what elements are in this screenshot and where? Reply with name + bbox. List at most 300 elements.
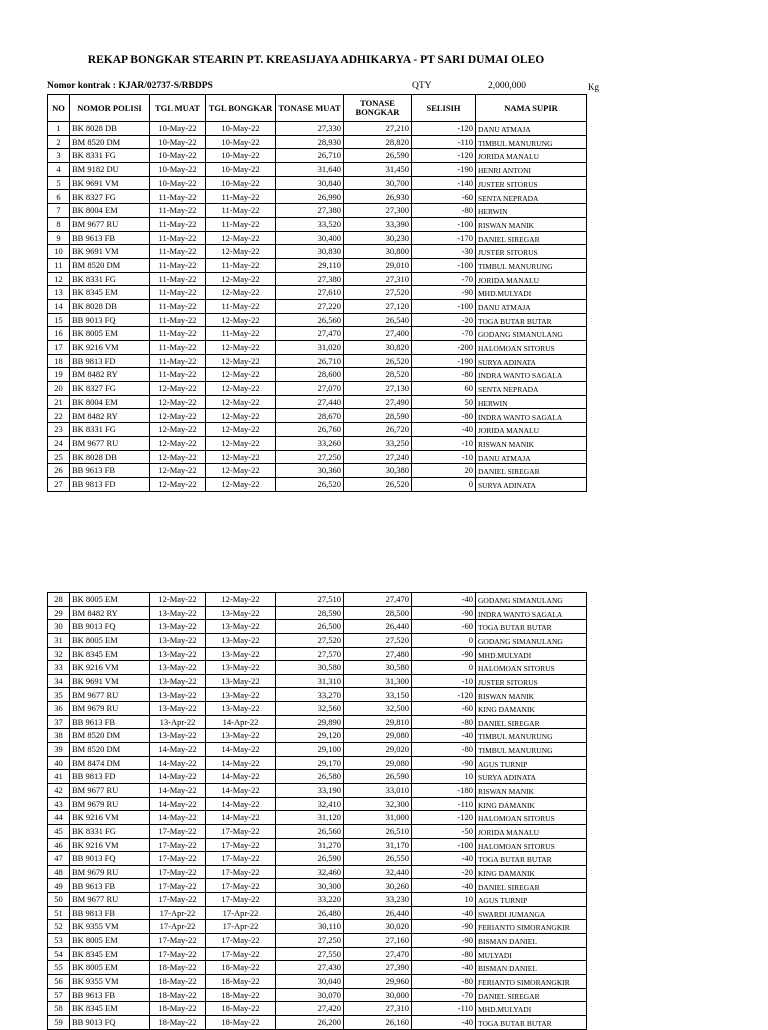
cell-plat: BM 8520 DM (70, 743, 150, 757)
cell-tonase-bongkar: 32,300 (344, 797, 412, 811)
table-row (48, 436, 587, 450)
cell-nama-supir: KING DAMANIK (476, 865, 587, 879)
cell-selisih: -80 (412, 743, 476, 757)
qty-value: 2,000,000 (488, 81, 526, 91)
cell-selisih: 0 (412, 477, 476, 491)
cell-no: 54 (48, 947, 70, 961)
cell-selisih: -80 (412, 409, 476, 423)
cell-tonase-muat: 27,570 (276, 647, 344, 661)
cell-tonase-bongkar: 27,300 (344, 204, 412, 218)
cell-selisih: 0 (412, 633, 476, 647)
cell-no: 29 (48, 606, 70, 620)
cell-tonase-muat: 27,550 (276, 947, 344, 961)
table-row (48, 231, 587, 245)
cell-plat: BM 8474 DM (70, 756, 150, 770)
table-row (48, 1015, 587, 1029)
cell-plat: BK 8005 EM (70, 961, 150, 975)
table-row (48, 409, 587, 423)
cell-selisih: -40 (412, 1015, 476, 1029)
cell-selisih: -120 (412, 811, 476, 825)
cell-plat: BB 9813 FD (70, 770, 150, 784)
cell-no: 42 (48, 783, 70, 797)
cell-tgl-muat: 10-May-22 (150, 163, 206, 177)
cell-nama-supir: BISMAN DANIEL (476, 961, 587, 975)
cell-nama-supir: TIMBUL MANURUNG (476, 743, 587, 757)
header-tonase-bongkar: TONASE BONGKAR (344, 95, 412, 122)
cell-tonase-bongkar: 26,510 (344, 824, 412, 838)
cell-tgl-muat: 18-May-22 (150, 1002, 206, 1016)
cell-tgl-muat: 13-May-22 (150, 688, 206, 702)
cell-nama-supir: GODANG SIMANULANG (476, 327, 587, 341)
table-row (48, 477, 587, 491)
cell-plat: BM 8482 RY (70, 368, 150, 382)
cell-tonase-bongkar: 27,470 (344, 947, 412, 961)
cell-no: 8 (48, 217, 70, 231)
cell-tgl-bongkar: 12-May-22 (206, 286, 276, 300)
cell-plat: BB 9613 FB (70, 879, 150, 893)
cell-no: 6 (48, 190, 70, 204)
recap-table-part2 (47, 592, 587, 1030)
cell-tonase-bongkar: 27,520 (344, 633, 412, 647)
cell-tonase-muat: 27,420 (276, 1002, 344, 1016)
cell-selisih: -10 (412, 450, 476, 464)
cell-tgl-muat: 11-May-22 (150, 313, 206, 327)
cell-tgl-muat: 17-Apr-22 (150, 920, 206, 934)
cell-tgl-bongkar: 17-May-22 (206, 893, 276, 907)
cell-no: 27 (48, 477, 70, 491)
cell-selisih: -120 (412, 149, 476, 163)
cell-nama-supir: MHD.MULYADI (476, 286, 587, 300)
cell-tonase-muat: 30,300 (276, 879, 344, 893)
cell-tgl-muat: 14-May-22 (150, 743, 206, 757)
cell-tonase-muat: 33,270 (276, 688, 344, 702)
cell-tgl-muat: 11-May-22 (150, 204, 206, 218)
cell-plat: BM 8520 DM (70, 258, 150, 272)
cell-nama-supir: HALOMOAN SITORUS (476, 811, 587, 825)
recap-table-part1 (47, 94, 587, 492)
header-tgl-muat: TGL MUAT (150, 95, 206, 122)
cell-plat: BK 8345 EM (70, 947, 150, 961)
cell-tgl-bongkar: 12-May-22 (206, 272, 276, 286)
cell-tgl-bongkar: 12-May-22 (206, 354, 276, 368)
cell-no: 28 (48, 593, 70, 607)
cell-tgl-muat: 17-May-22 (150, 865, 206, 879)
cell-tonase-muat: 27,430 (276, 961, 344, 975)
cell-tgl-bongkar: 17-May-22 (206, 824, 276, 838)
cell-nama-supir: MULYADI (476, 947, 587, 961)
cell-no: 21 (48, 395, 70, 409)
cell-selisih: -80 (412, 715, 476, 729)
cell-tonase-bongkar: 29,080 (344, 756, 412, 770)
table-row (48, 593, 587, 607)
cell-tgl-bongkar: 11-May-22 (206, 204, 276, 218)
cell-tonase-bongkar: 27,120 (344, 299, 412, 313)
cell-plat: BB 9013 FQ (70, 1015, 150, 1029)
cell-tgl-bongkar: 14-May-22 (206, 783, 276, 797)
cell-selisih: 60 (412, 382, 476, 396)
cell-plat: BK 9216 VM (70, 811, 150, 825)
cell-tonase-muat: 26,500 (276, 620, 344, 634)
cell-plat: BK 9691 VM (70, 245, 150, 259)
cell-tgl-muat: 11-May-22 (150, 368, 206, 382)
cell-tonase-muat: 26,520 (276, 477, 344, 491)
cell-tgl-muat: 13-May-22 (150, 633, 206, 647)
cell-plat: BM 9182 DU (70, 163, 150, 177)
cell-tgl-muat: 13-May-22 (150, 606, 206, 620)
cell-tgl-bongkar: 12-May-22 (206, 593, 276, 607)
cell-no: 46 (48, 838, 70, 852)
cell-tgl-muat: 18-May-22 (150, 988, 206, 1002)
table-row (48, 797, 587, 811)
cell-tgl-bongkar: 14-May-22 (206, 770, 276, 784)
cell-plat: BM 9677 RU (70, 217, 150, 231)
cell-nama-supir: AGUS TURNIP (476, 893, 587, 907)
cell-tgl-bongkar: 14-May-22 (206, 756, 276, 770)
cell-tonase-muat: 26,480 (276, 906, 344, 920)
cell-tgl-muat: 17-May-22 (150, 934, 206, 948)
cell-selisih: -40 (412, 593, 476, 607)
cell-nama-supir: TOGA BUTAR BUTAR (476, 313, 587, 327)
cell-plat: BB 9613 FB (70, 231, 150, 245)
cell-no: 34 (48, 674, 70, 688)
table-header-row (48, 95, 587, 122)
cell-no: 17 (48, 341, 70, 355)
cell-nama-supir: SENTA NEPRADA (476, 190, 587, 204)
cell-nama-supir: TIMBUL MANURUNG (476, 729, 587, 743)
cell-selisih: -70 (412, 327, 476, 341)
table-row (48, 122, 587, 136)
table-row (48, 258, 587, 272)
cell-tonase-bongkar: 30,580 (344, 661, 412, 675)
cell-tonase-muat: 26,990 (276, 190, 344, 204)
cell-nama-supir: TOGA BUTAR BUTAR (476, 1015, 587, 1029)
cell-plat: BK 8028 DB (70, 299, 150, 313)
cell-plat: BK 8004 EM (70, 204, 150, 218)
table-row (48, 770, 587, 784)
cell-tonase-muat: 30,360 (276, 464, 344, 478)
cell-tgl-bongkar: 11-May-22 (206, 258, 276, 272)
cell-tonase-muat: 31,640 (276, 163, 344, 177)
cell-selisih: -110 (412, 1002, 476, 1016)
cell-tgl-bongkar: 12-May-22 (206, 231, 276, 245)
cell-tonase-bongkar: 26,520 (344, 477, 412, 491)
cell-plat: BK 9355 VM (70, 974, 150, 988)
cell-plat: BK 8331 FG (70, 272, 150, 286)
cell-no: 7 (48, 204, 70, 218)
cell-tonase-bongkar: 32,440 (344, 865, 412, 879)
table-row (48, 272, 587, 286)
cell-tgl-bongkar: 12-May-22 (206, 436, 276, 450)
cell-tonase-muat: 26,580 (276, 770, 344, 784)
cell-tonase-muat: 26,560 (276, 824, 344, 838)
cell-nama-supir: AGUS TURNIP (476, 756, 587, 770)
cell-selisih: 10 (412, 893, 476, 907)
cell-tonase-bongkar: 30,700 (344, 176, 412, 190)
cell-tgl-bongkar: 12-May-22 (206, 450, 276, 464)
table-row (48, 811, 587, 825)
cell-nama-supir: RISWAN MANIK (476, 217, 587, 231)
cell-tgl-bongkar: 17-May-22 (206, 934, 276, 948)
cell-plat: BK 8005 EM (70, 327, 150, 341)
cell-tonase-muat: 28,930 (276, 135, 344, 149)
table-row (48, 606, 587, 620)
cell-tgl-muat: 11-May-22 (150, 299, 206, 313)
cell-no: 4 (48, 163, 70, 177)
cell-plat: BB 9813 FD (70, 354, 150, 368)
cell-tonase-bongkar: 30,020 (344, 920, 412, 934)
cell-selisih: -40 (412, 729, 476, 743)
table-row (48, 729, 587, 743)
cell-plat: BK 8331 FG (70, 824, 150, 838)
cell-nama-supir: SURYA ADINATA (476, 354, 587, 368)
cell-tonase-bongkar: 26,440 (344, 620, 412, 634)
cell-plat: BM 9677 RU (70, 893, 150, 907)
cell-selisih: -60 (412, 702, 476, 716)
cell-tonase-muat: 26,760 (276, 423, 344, 437)
cell-tgl-muat: 10-May-22 (150, 122, 206, 136)
cell-tonase-muat: 30,400 (276, 231, 344, 245)
cell-plat: BK 8345 EM (70, 1002, 150, 1016)
cell-tgl-muat: 13-May-22 (150, 620, 206, 634)
cell-selisih: -80 (412, 947, 476, 961)
cell-tgl-bongkar: 12-May-22 (206, 409, 276, 423)
cell-tgl-bongkar: 12-May-22 (206, 382, 276, 396)
cell-tonase-muat: 33,260 (276, 436, 344, 450)
cell-tonase-bongkar: 26,440 (344, 906, 412, 920)
cell-nama-supir: DANU ATMAJA (476, 299, 587, 313)
cell-tonase-bongkar: 30,800 (344, 245, 412, 259)
cell-tonase-bongkar: 27,130 (344, 382, 412, 396)
cell-tgl-bongkar: 18-May-22 (206, 988, 276, 1002)
cell-tonase-bongkar: 29,010 (344, 258, 412, 272)
cell-no: 24 (48, 436, 70, 450)
cell-selisih: -90 (412, 606, 476, 620)
cell-plat: BM 9679 RU (70, 797, 150, 811)
cell-tgl-bongkar: 14-May-22 (206, 743, 276, 757)
table-row (48, 299, 587, 313)
cell-tonase-bongkar: 31,300 (344, 674, 412, 688)
cell-no: 50 (48, 893, 70, 907)
cell-tonase-muat: 30,580 (276, 661, 344, 675)
cell-selisih: -40 (412, 906, 476, 920)
cell-nama-supir: DANU ATMAJA (476, 122, 587, 136)
cell-no: 52 (48, 920, 70, 934)
cell-selisih: -80 (412, 368, 476, 382)
cell-no: 47 (48, 852, 70, 866)
cell-tgl-muat: 14-May-22 (150, 770, 206, 784)
table-row (48, 286, 587, 300)
cell-plat: BB 9013 FQ (70, 313, 150, 327)
cell-no: 39 (48, 743, 70, 757)
cell-plat: BM 9677 RU (70, 436, 150, 450)
cell-tgl-muat: 12-May-22 (150, 382, 206, 396)
cell-nama-supir: INDRA WANTO SAGALA (476, 368, 587, 382)
cell-selisih: 10 (412, 770, 476, 784)
cell-tonase-muat: 27,250 (276, 934, 344, 948)
cell-plat: BM 8482 RY (70, 409, 150, 423)
cell-tgl-bongkar: 13-May-22 (206, 661, 276, 675)
cell-tgl-muat: 13-May-22 (150, 661, 206, 675)
cell-tonase-muat: 32,460 (276, 865, 344, 879)
cell-tonase-bongkar: 29,960 (344, 974, 412, 988)
table-row (48, 920, 587, 934)
cell-tonase-muat: 33,190 (276, 783, 344, 797)
cell-plat: BK 8327 FG (70, 190, 150, 204)
table-row (48, 620, 587, 634)
cell-tonase-muat: 26,590 (276, 852, 344, 866)
cell-no: 19 (48, 368, 70, 382)
cell-nama-supir: JUSTER SITORUS (476, 245, 587, 259)
table-row (48, 1002, 587, 1016)
cell-selisih: -40 (412, 961, 476, 975)
cell-no: 49 (48, 879, 70, 893)
cell-tonase-bongkar: 33,250 (344, 436, 412, 450)
cell-nama-supir: TOGA BUTAR BUTAR (476, 852, 587, 866)
cell-no: 5 (48, 176, 70, 190)
cell-tgl-bongkar: 13-May-22 (206, 606, 276, 620)
cell-nama-supir: HENRI ANTONI (476, 163, 587, 177)
cell-no: 16 (48, 327, 70, 341)
cell-tonase-muat: 27,520 (276, 633, 344, 647)
cell-no: 1 (48, 122, 70, 136)
cell-tgl-muat: 12-May-22 (150, 436, 206, 450)
cell-no: 31 (48, 633, 70, 647)
cell-tgl-bongkar: 10-May-22 (206, 149, 276, 163)
cell-plat: BK 8005 EM (70, 593, 150, 607)
cell-plat: BK 8327 FG (70, 382, 150, 396)
cell-tonase-muat: 27,250 (276, 450, 344, 464)
cell-tonase-bongkar: 32,500 (344, 702, 412, 716)
cell-nama-supir: SURYA ADINATA (476, 770, 587, 784)
cell-tgl-bongkar: 10-May-22 (206, 163, 276, 177)
table-row (48, 824, 587, 838)
table-row (48, 865, 587, 879)
cell-tonase-muat: 27,220 (276, 299, 344, 313)
cell-tonase-muat: 29,120 (276, 729, 344, 743)
cell-tgl-muat: 14-May-22 (150, 811, 206, 825)
table-row (48, 341, 587, 355)
cell-tgl-bongkar: 17-May-22 (206, 947, 276, 961)
cell-tgl-muat: 11-May-22 (150, 327, 206, 341)
cell-no: 45 (48, 824, 70, 838)
cell-tgl-muat: 11-May-22 (150, 354, 206, 368)
table-row (48, 974, 587, 988)
cell-no: 33 (48, 661, 70, 675)
table-row (48, 245, 587, 259)
cell-plat: BB 9613 FB (70, 715, 150, 729)
cell-tgl-muat: 12-May-22 (150, 395, 206, 409)
cell-tonase-bongkar: 33,010 (344, 783, 412, 797)
table-row (48, 217, 587, 231)
cell-tonase-muat: 33,520 (276, 217, 344, 231)
cell-no: 13 (48, 286, 70, 300)
cell-tgl-bongkar: 18-May-22 (206, 1002, 276, 1016)
cell-tonase-muat: 29,100 (276, 743, 344, 757)
cell-tgl-bongkar: 17-Apr-22 (206, 920, 276, 934)
cell-selisih: -90 (412, 756, 476, 770)
table-row (48, 450, 587, 464)
cell-tgl-bongkar: 12-May-22 (206, 341, 276, 355)
cell-plat: BK 8331 FG (70, 423, 150, 437)
cell-tgl-muat: 13-May-22 (150, 674, 206, 688)
cell-nama-supir: SWARDI JUMANGA (476, 906, 587, 920)
cell-tonase-bongkar: 27,240 (344, 450, 412, 464)
cell-tonase-bongkar: 26,540 (344, 313, 412, 327)
cell-no: 26 (48, 464, 70, 478)
cell-selisih: -100 (412, 217, 476, 231)
cell-no: 2 (48, 135, 70, 149)
cell-no: 36 (48, 702, 70, 716)
cell-tgl-bongkar: 10-May-22 (206, 122, 276, 136)
table-row (48, 176, 587, 190)
cell-tonase-muat: 29,110 (276, 258, 344, 272)
cell-tgl-bongkar: 14-Apr-22 (206, 715, 276, 729)
cell-tonase-muat: 27,330 (276, 122, 344, 136)
cell-tonase-muat: 28,600 (276, 368, 344, 382)
cell-tgl-bongkar: 17-May-22 (206, 879, 276, 893)
cell-no: 11 (48, 258, 70, 272)
cell-no: 41 (48, 770, 70, 784)
cell-selisih: -70 (412, 272, 476, 286)
cell-tgl-muat: 10-May-22 (150, 176, 206, 190)
cell-plat: BB 9013 FQ (70, 852, 150, 866)
cell-no: 37 (48, 715, 70, 729)
cell-nama-supir: DANIEL SIREGAR (476, 988, 587, 1002)
contract-number: Nomor kontrak : KJAR/02737-S/RBDPS (47, 81, 213, 91)
cell-selisih: -200 (412, 341, 476, 355)
cell-plat: BM 8520 DM (70, 729, 150, 743)
cell-tgl-muat: 18-May-22 (150, 974, 206, 988)
cell-nama-supir: DANIEL SIREGAR (476, 879, 587, 893)
document-title: REKAP BONGKAR STEARIN PT. KREASIJAYA ADHIKARYA - PT SARI DUMAI OLEO (87, 54, 545, 66)
cell-no: 57 (48, 988, 70, 1002)
cell-selisih: -190 (412, 163, 476, 177)
cell-selisih: -60 (412, 620, 476, 634)
cell-nama-supir: JUSTER SITORUS (476, 176, 587, 190)
table-row (48, 688, 587, 702)
cell-selisih: -90 (412, 647, 476, 661)
cell-plat: BK 8005 EM (70, 934, 150, 948)
cell-tgl-muat: 11-May-22 (150, 190, 206, 204)
cell-tgl-muat: 17-May-22 (150, 838, 206, 852)
cell-tgl-bongkar: 17-Apr-22 (206, 906, 276, 920)
cell-no: 12 (48, 272, 70, 286)
cell-tgl-bongkar: 12-May-22 (206, 477, 276, 491)
cell-no: 48 (48, 865, 70, 879)
cell-nama-supir: TIMBUL MANURUNG (476, 135, 587, 149)
cell-tgl-muat: 12-May-22 (150, 593, 206, 607)
cell-tonase-bongkar: 26,160 (344, 1015, 412, 1029)
cell-plat: BB 9013 FQ (70, 620, 150, 634)
cell-tonase-muat: 32,410 (276, 797, 344, 811)
cell-selisih: -70 (412, 988, 476, 1002)
cell-plat: BM 9679 RU (70, 702, 150, 716)
cell-tgl-muat: 12-May-22 (150, 450, 206, 464)
cell-tonase-muat: 27,380 (276, 204, 344, 218)
cell-nama-supir: RISWAN MANIK (476, 783, 587, 797)
cell-tgl-muat: 11-May-22 (150, 217, 206, 231)
cell-tonase-bongkar: 27,470 (344, 593, 412, 607)
cell-tonase-bongkar: 27,400 (344, 327, 412, 341)
table-row (48, 661, 587, 675)
table-row (48, 190, 587, 204)
cell-plat: BB 9613 FB (70, 988, 150, 1002)
cell-tgl-bongkar: 14-May-22 (206, 797, 276, 811)
cell-tonase-muat: 27,610 (276, 286, 344, 300)
cell-plat: BM 8520 DM (70, 135, 150, 149)
table-row (48, 879, 587, 893)
cell-nama-supir: JORIDA MANALU (476, 272, 587, 286)
